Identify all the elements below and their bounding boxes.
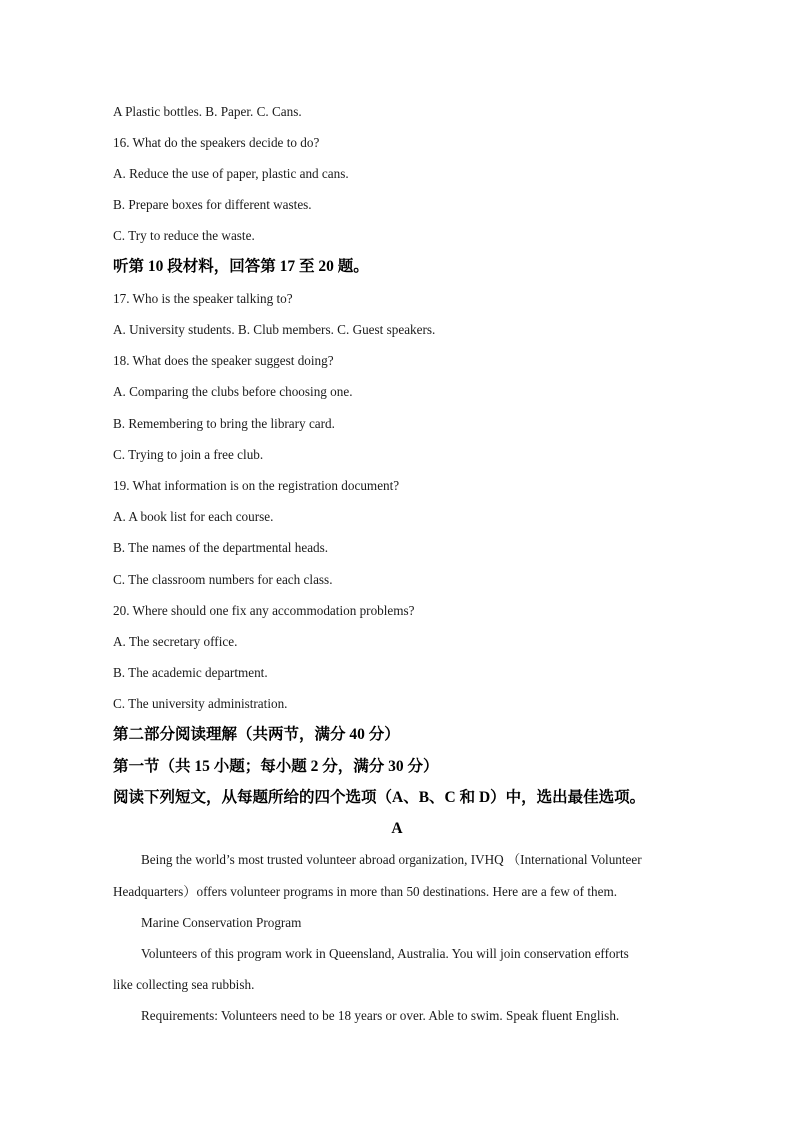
option-19-a: A. A book list for each course.	[113, 509, 274, 524]
section-one-heading: 第一节（共 15 小题；每小题 2 分，满分 30 分）	[113, 758, 439, 775]
question-17: 17. Who is the speaker talking to?	[113, 291, 293, 306]
program-title-marine: Marine Conservation Program	[141, 915, 302, 930]
option-16-a: A. Reduce the use of paper, plastic and cans.	[113, 166, 349, 181]
answer-options-15: A Plastic bottles. B. Paper. C. Cans.	[113, 104, 302, 119]
option-18-c: C. Trying to join a free club.	[113, 447, 264, 462]
options-17: A. University students. B. Club members. C. Guest speakers.	[113, 322, 436, 337]
option-20-b: B. The academic department.	[113, 665, 268, 680]
question-20: 20. Where should one fix any accommodation problems?	[113, 603, 415, 618]
option-18-b: B. Remembering to bring the library card.	[113, 416, 335, 431]
passage-label-a: A	[391, 820, 403, 837]
passage-paragraph-1-line-2: Headquarters）offers volunteer programs in more than 50 destinations. Here are a few of them.	[113, 884, 618, 899]
option-19-b: B. The names of the departmental heads.	[113, 540, 329, 555]
program-description-line-1: Volunteers of this program work in Queensland, Australia. You will join conservation efforts	[141, 946, 629, 961]
option-16-b: B. Prepare boxes for different wastes.	[113, 197, 312, 212]
question-19: 19. What information is on the registration document?	[113, 478, 400, 493]
question-16: 16. What do the speakers decide to do?	[113, 135, 320, 150]
part-two-heading: 第二部分阅读理解（共两节，满分 40 分）	[113, 726, 400, 743]
option-20-c: C. The university administration.	[113, 696, 288, 711]
option-20-a: A. The secretary office.	[113, 634, 238, 649]
option-19-c: C. The classroom numbers for each class.	[113, 572, 333, 587]
question-18: 18. What does the speaker suggest doing?	[113, 353, 334, 368]
option-18-a: A. Comparing the clubs before choosing one.	[113, 384, 353, 399]
program-description-line-2: like collecting sea rubbish.	[113, 977, 255, 992]
passage-paragraph-1-line-1: Being the world’s most trusted volunteer abroad organization, IVHQ （International Volunteer	[141, 852, 642, 867]
section-heading-material-10: 听第 10 段材料，回答第 17 至 20 题。	[113, 258, 369, 275]
program-requirements: Requirements: Volunteers need to be 18 years or over. Able to swim. Speak fluent English.	[141, 1008, 620, 1023]
reading-instructions: 阅读下列短文，从每题所给的四个选项（A、B、C 和 D）中，选出最佳选项。	[113, 789, 646, 806]
option-16-c: C. Try to reduce the waste.	[113, 228, 255, 243]
